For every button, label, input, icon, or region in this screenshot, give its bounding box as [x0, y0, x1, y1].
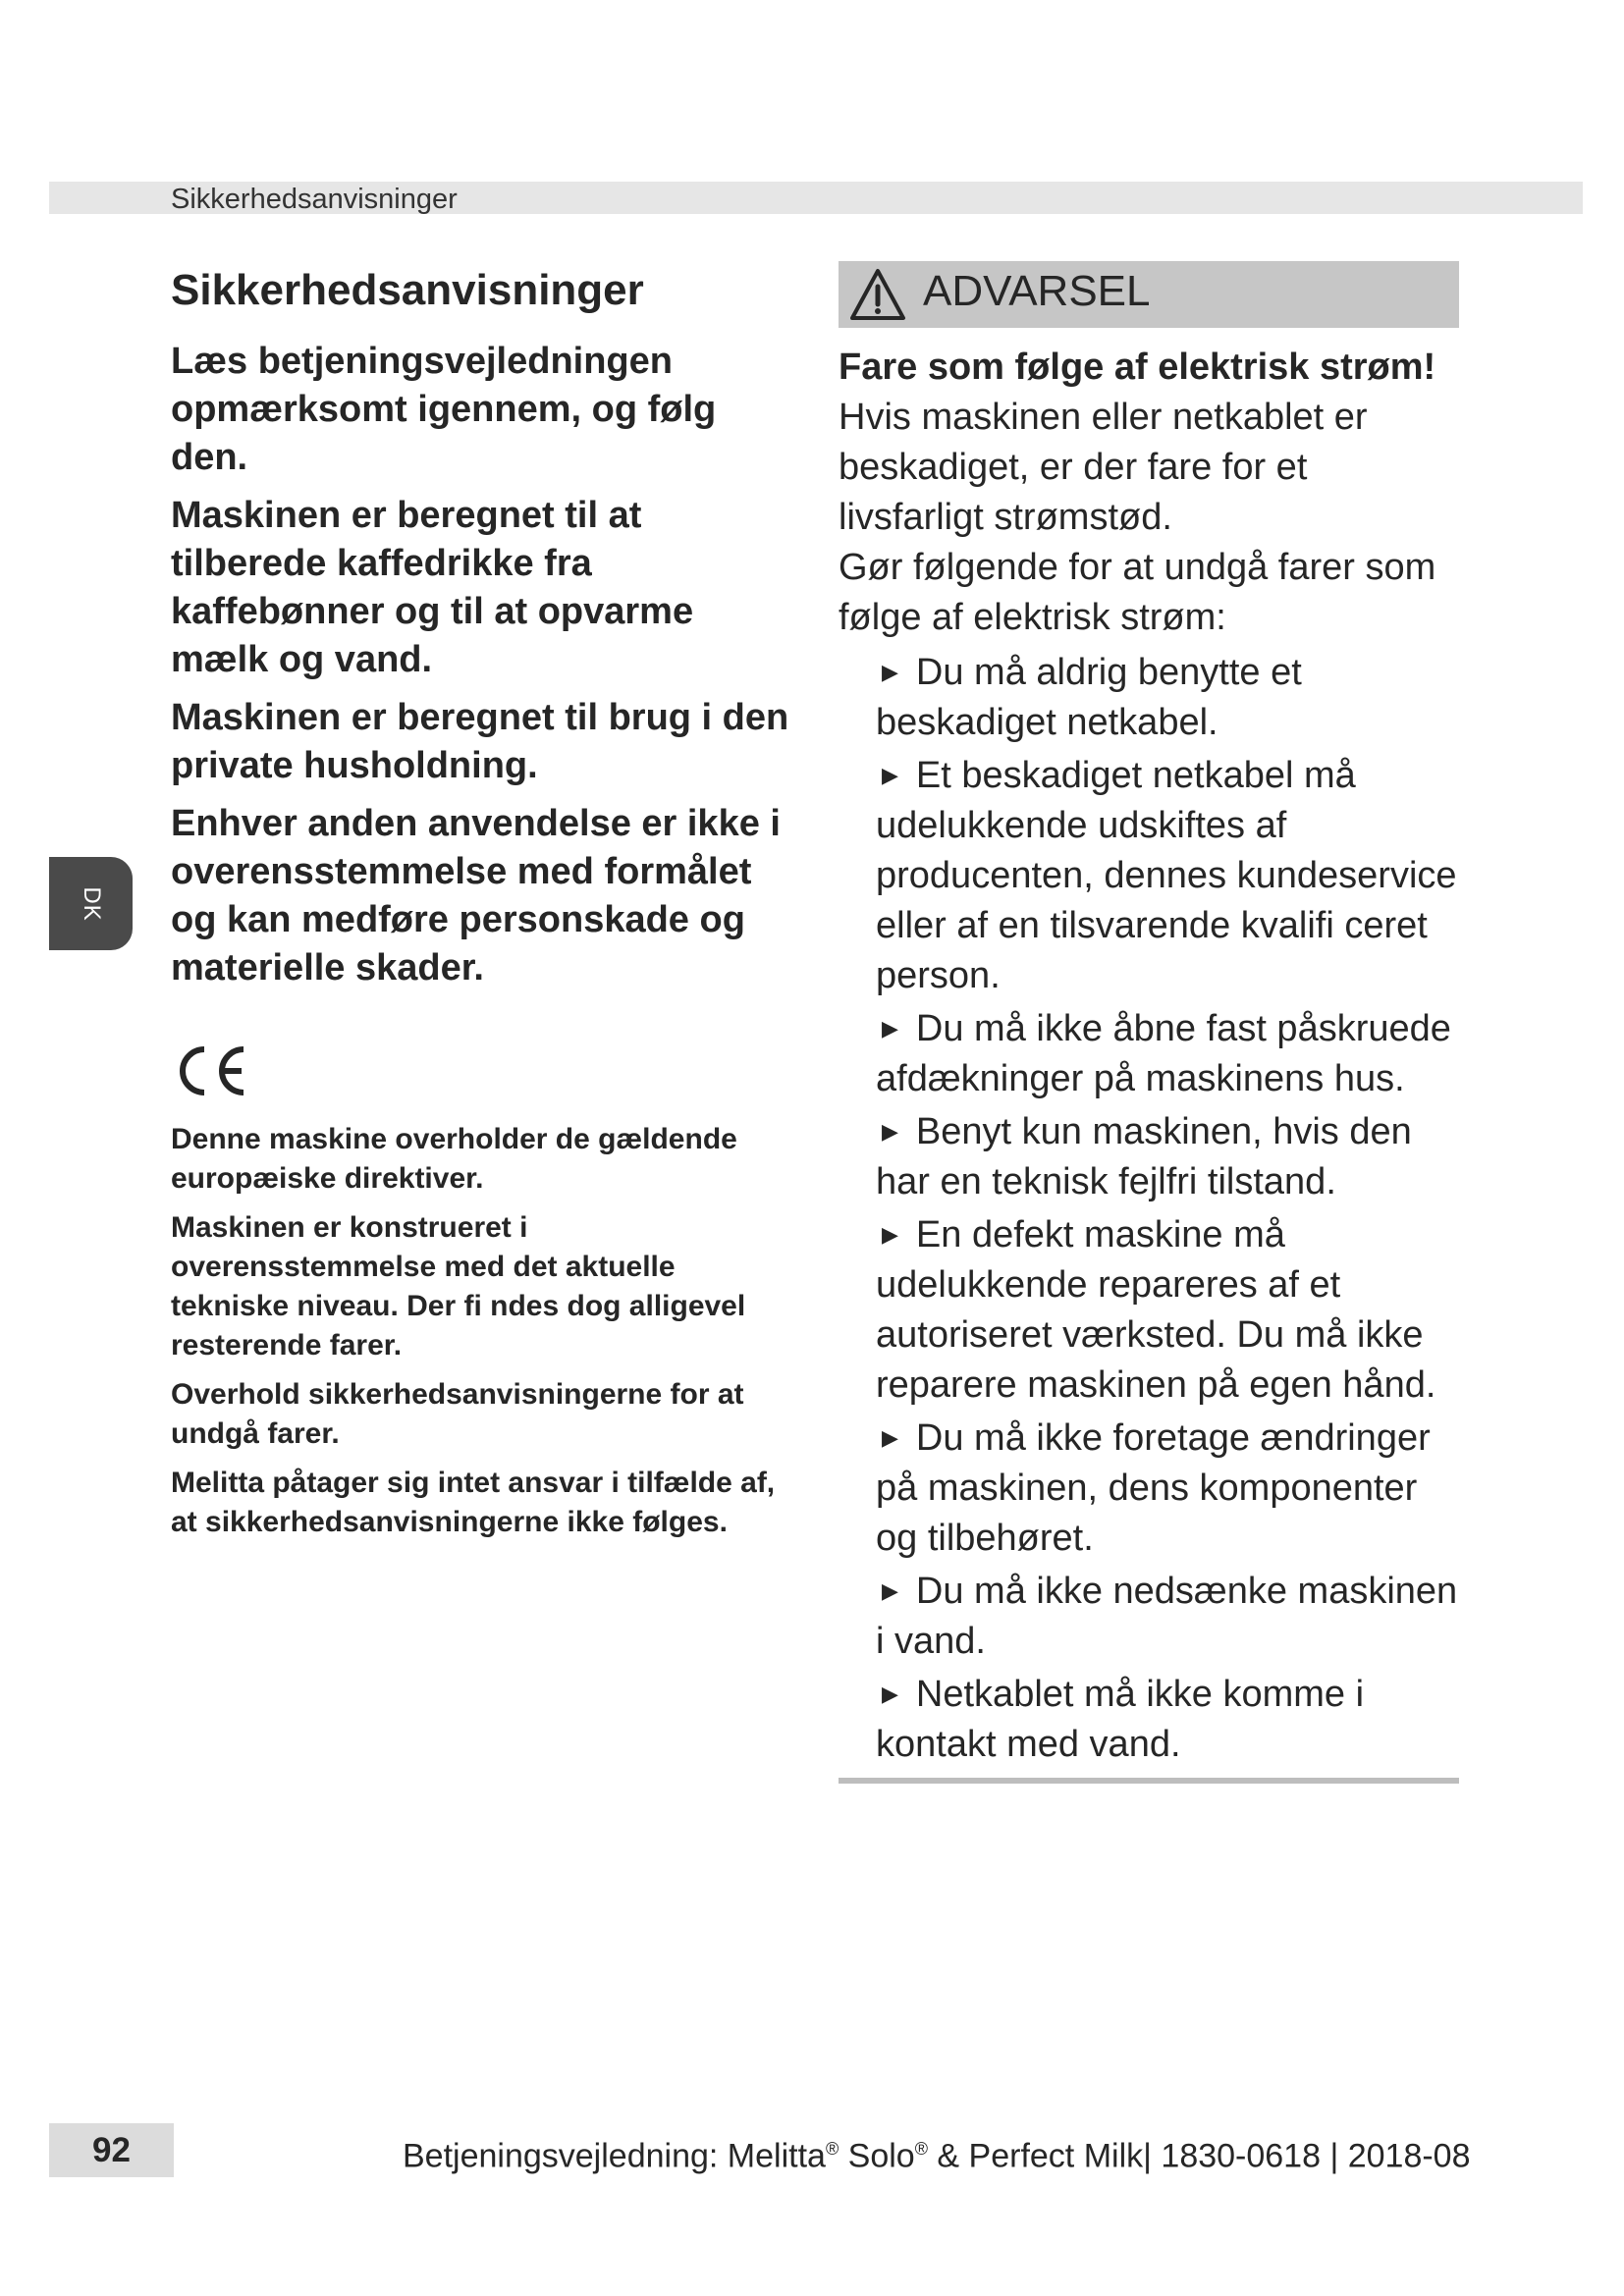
warning-box	[839, 261, 1459, 1784]
list-item	[876, 1413, 1459, 1564]
bullet-text: Du må ikke nedsænke maskinen i vand.	[876, 1571, 1458, 1662]
bullet-text: Benyt kun maskinen, hvis den har en teknisk fejlfri tilstand.	[876, 1111, 1412, 1202]
lead-paragraph: Enhver anden anvendelse er ikke i overensstemmelse med formålet og kan medføre personskade og materielle skader.	[171, 803, 781, 988]
bullet-text: Netkablet må ikke komme i kontakt med vand.	[876, 1674, 1365, 1765]
registered-mark: ®	[914, 2139, 928, 2159]
language-tab-label: DK	[78, 885, 105, 922]
note-paragraph: Maskinen er konstrueret i overensstemmelse med det aktuelle tekniske niveau. Der fi ndes dog alligevel resterende farer.	[171, 1211, 746, 1362]
warning-intro: Hvis maskinen eller netkablet er beskadiget, er der fare for et livsfarligt strømstød.	[839, 397, 1368, 538]
note-paragraph: Denne maskine overholder de gældende europæiske direktiver.	[171, 1123, 737, 1195]
header-section-title: Sikkerhedsanvisninger	[171, 184, 458, 215]
bullet-text: Du må ikke foretage ændringer på maskinen, dens komponenter og tilbehøret.	[876, 1417, 1431, 1559]
footer-text	[403, 2126, 1471, 2178]
bullet-arrow-icon: ▶	[882, 1578, 898, 1603]
bullet-arrow-icon: ▶	[882, 1119, 898, 1144]
list-item	[876, 1209, 1459, 1411]
bullet-text: Et beskadiget netkabel må udelukkende udskiftes af producenten, dennes kundeservice eller af en tilsvarende kvalifi ceret person.	[876, 755, 1457, 996]
footer-solo: Solo	[839, 2137, 915, 2175]
list-item	[876, 1566, 1459, 1667]
list-item	[876, 1669, 1459, 1770]
bullet-arrow-icon: ▶	[882, 1425, 898, 1450]
warning-intro: Gør følgende for at undgå farer som følge af elektrisk strøm:	[839, 547, 1436, 638]
bullet-arrow-icon: ▶	[882, 1016, 898, 1041]
lead-paragraphs	[171, 338, 799, 992]
list-item	[876, 1003, 1459, 1104]
list-item	[876, 647, 1459, 748]
compliance-notes	[171, 1120, 799, 1542]
page-title: Sikkerhedsanvisninger	[171, 266, 644, 314]
page-number: 92	[49, 2123, 174, 2177]
lead-paragraph: Maskinen er beregnet til at tilberede kaffedrikke fra kaffebønner og til at opvarme mælk og vand.	[171, 495, 694, 680]
list-item	[876, 1106, 1459, 1207]
left-column	[171, 263, 799, 1552]
footer-suffix: & Perfect Milk| 1830-0618 | 2018-08	[927, 2137, 1471, 2175]
bullet-text: En defekt maskine må udelukkende repareres af et autoriseret værksted. Du må ikke reparere maskinen på egen hånd.	[876, 1214, 1436, 1406]
warning-bullet-list	[839, 647, 1459, 1770]
footer-prefix: Betjeningsvejledning: Melitta	[403, 2137, 826, 2175]
bullet-arrow-icon: ▶	[882, 1222, 898, 1247]
list-item	[876, 750, 1459, 1001]
ce-mark-icon	[171, 1043, 249, 1098]
bullet-arrow-icon: ▶	[882, 1682, 898, 1706]
warning-bottom-rule	[839, 1778, 1459, 1784]
warning-label: ADVARSEL	[923, 267, 1151, 315]
bullet-text: Du må aldrig benytte et beskadiget netkabel.	[876, 652, 1302, 743]
lead-paragraph: Læs betjeningsvejledningen opmærksomt igennem, og følg den.	[171, 341, 717, 478]
registered-mark: ®	[825, 2139, 839, 2159]
note-paragraph: Overhold sikkerhedsanvisningerne for at undgå farer.	[171, 1378, 744, 1450]
lead-paragraph: Maskinen er beregnet til brug i den private husholdning.	[171, 697, 789, 786]
warning-header	[839, 261, 1459, 328]
language-tab	[49, 857, 133, 950]
warning-title: Fare som følge af elektrisk strøm!	[839, 347, 1436, 388]
bullet-arrow-icon: ▶	[882, 763, 898, 787]
bullet-arrow-icon: ▶	[882, 660, 898, 684]
note-paragraph: Melitta påtager sig intet ansvar i tilfælde af, at sikkerhedsanvisningerne ikke følges.	[171, 1467, 776, 1538]
header-band	[49, 182, 1583, 214]
warning-triangle-icon	[848, 267, 907, 322]
bullet-text: Du må ikke åbne fast påskruede afdækninger på maskinens hus.	[876, 1008, 1451, 1099]
